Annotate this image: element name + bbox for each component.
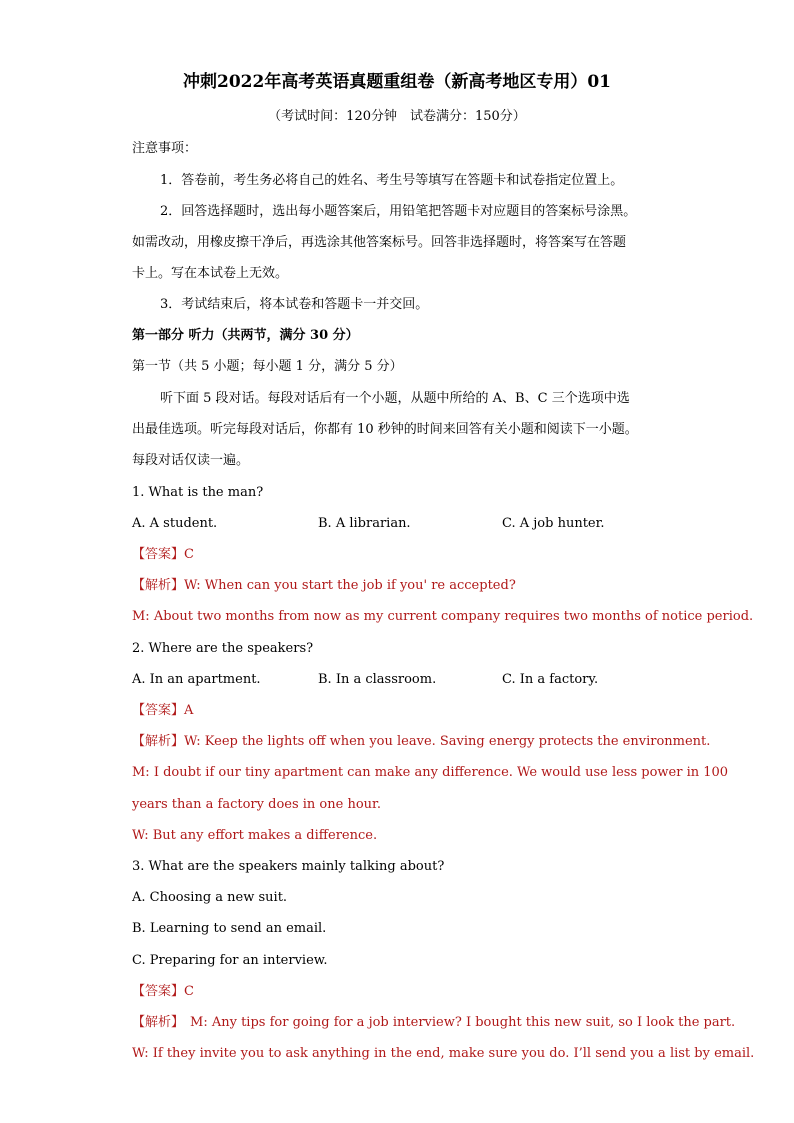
question-3: 3. What are the speakers mainly talking about? (132, 859, 445, 874)
q3-analysis-line: M: Any tips for going for a job interview? I bought this new suit, so I look the part. (190, 1015, 736, 1030)
q1-answer: 【答案】C (132, 547, 194, 562)
part-heading: 第一部分 听力（共两节，满分 30 分） (132, 328, 359, 343)
note-item-cont: 卡上。写在本试卷上无效。 (132, 266, 289, 281)
notes-heading: 注意事项： (132, 141, 198, 156)
question-1: 1. What is the man? (132, 485, 264, 500)
note-item: 1．答卷前，考生务必将自己的姓名、考生号等填写在答题卡和试卷指定位置上。 (160, 173, 624, 188)
q3-analysis-label: 【解析】 (132, 1015, 185, 1030)
question-2: 2. Where are the speakers? (132, 641, 314, 656)
q2-option-a: A. In an apartment. (132, 672, 261, 687)
instruction-line: 出最佳选项。听完每段对话后，你都有 10 秒钟的时间来回答有关小题和阅读下一小题。 (132, 422, 638, 437)
instruction-line: 听下面 5 段对话。每段对话后有一个小题，从题中所给的 A、B、C 三个选项中选 (160, 391, 630, 406)
note-item: 2．回答选择题时，选出每小题答案后，用铅笔把答题卡对应题目的答案标号涂黑。 (160, 204, 637, 219)
q2-analysis-line: W: But any effort makes a difference. (132, 828, 378, 843)
q1-analysis-line: W: When can you start the job if you' re accepted? (184, 578, 516, 593)
instruction-line: 每段对话仅读一遍。 (132, 453, 250, 468)
note-item-cont: 如需改动，用橡皮擦干净后，再选涂其他答案标号。回答非选择题时，将答案写在答题 (132, 235, 627, 250)
q3-option-a: A. Choosing a new suit. (132, 890, 288, 905)
q3-option-c: C. Preparing for an interview. (132, 953, 328, 968)
q3-analysis-line: W: If they invite you to ask anything in the end, make sure you do. I’ll send you a list by email. (132, 1046, 755, 1061)
q2-option-b: B. In a classroom. (318, 672, 437, 687)
q3-answer: 【答案】C (132, 984, 194, 999)
q3-option-b: B. Learning to send an email. (132, 921, 327, 936)
q2-answer: 【答案】A (132, 703, 194, 718)
q1-analysis-line: M: About two months from now as my current company requires two months of notice period. (132, 609, 754, 624)
q1-analysis-label: 【解析】 (132, 578, 185, 593)
exam-info: （考试时间：120分钟 试卷满分：150分） (268, 109, 526, 124)
page-title: 冲刺2022年高考英语真题重组卷（新高考地区专用）01 (183, 72, 611, 92)
q2-analysis-label: 【解析】 (132, 734, 185, 749)
q1-option-c: C. A job hunter. (502, 516, 605, 531)
q2-analysis-line: years than a factory does in one hour. (132, 797, 381, 812)
q1-option-b: B. A librarian. (318, 516, 411, 531)
section-heading: 第一节（共 5 小题；每小题 1 分，满分 5 分） (132, 359, 403, 374)
q1-option-a: A. A student. (132, 516, 218, 531)
q2-option-c: C. In a factory. (502, 672, 599, 687)
q2-analysis-line: W: Keep the lights off when you leave. Saving energy protects the environment. (184, 734, 711, 749)
q2-analysis-line: M: I doubt if our tiny apartment can make any difference. We would use less power in 100 (132, 765, 729, 780)
note-item: 3．考试结束后，将本试卷和答题卡一并交回。 (160, 297, 429, 312)
